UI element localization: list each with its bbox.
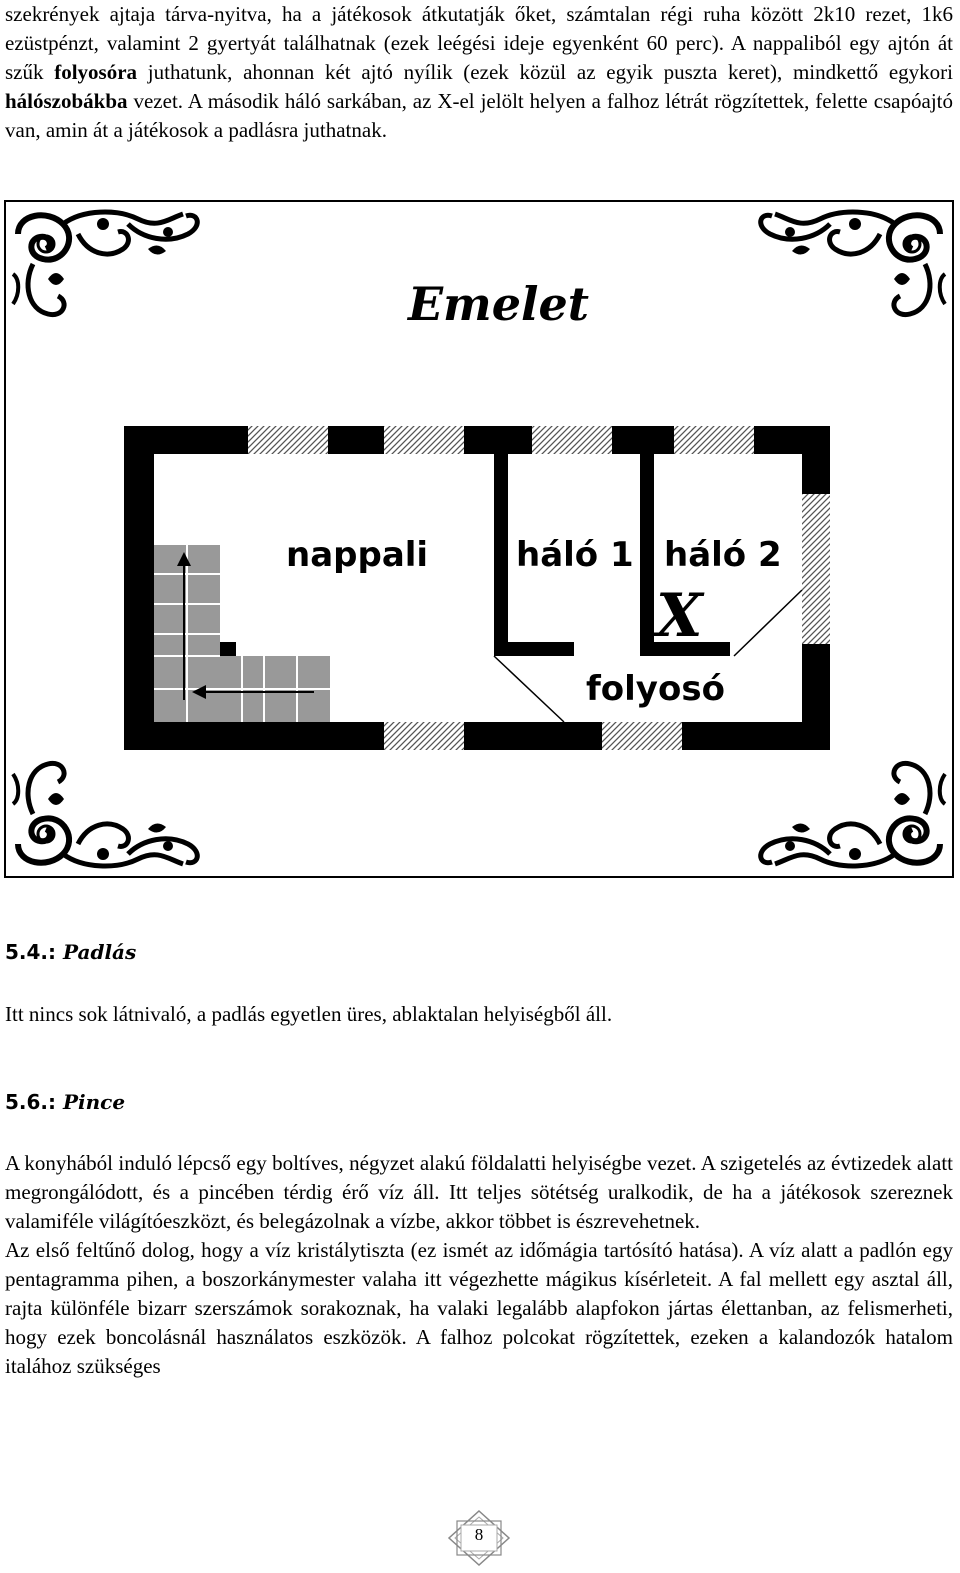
ladder-marker: X <box>656 581 703 651</box>
section-number: 5.4.: <box>5 940 57 964</box>
wall-left <box>124 426 154 750</box>
intro-paragraph <box>5 0 953 145</box>
intro-text-1: szekrények ajtaja tárva-nyitva, ha a játékosok átkutatják őket, számtalan régi ruha között 2k10 rezet, 1k6 ezüstpénzt, valamint 2 gyertyát találhatnak (ezek leégési ideje egyenként 60 perc). A nappaliból egy ajtón át szűk <box>5 2 953 84</box>
intro-text-2: juthatunk, ahonnan két ajtó nyílik (ezek közül az egyik puszta keret), mindkettő egykori <box>137 60 953 84</box>
window <box>802 494 830 644</box>
wall-halo1-bottom <box>494 642 574 656</box>
window <box>248 426 328 454</box>
section-5-4-heading <box>5 940 136 964</box>
window <box>384 722 464 750</box>
window <box>602 722 682 750</box>
section-5-6-paragraph-1: A konyhából induló lépcső egy boltíves, négyzet alakú földalatti helyiségbe vezet. A szigetelés az évtizedek alatt megrongálódott, és a pincében térdig érő víz áll. Itt teljes sötétség uralkodik, de ha a játékosok szereznek valamiféle világítóeszközt, és belegázolnak a vízbe, akkor többet is észrevehetnek. <box>5 1151 953 1233</box>
section-5-4-text: Itt nincs sok látnivaló, a padlás egyetlen üres, ablaktalan helyiségből áll. <box>5 1002 613 1026</box>
wall-halo1-left <box>494 454 508 642</box>
wall-bottom <box>124 722 830 750</box>
section-title: Padlás <box>63 940 137 964</box>
floor-plan-map <box>4 200 954 878</box>
intro-text-3: vezet. A második háló sarkában, az X-el jelölt helyen a falhoz létrát rögzítettek, felette csapóajtó van, amin át a játékosok a padlásra juthatnak. <box>5 89 953 142</box>
section-5-6-heading <box>5 1090 125 1114</box>
map-title: Emelet <box>408 277 589 331</box>
room-label-halo2: háló 2 <box>664 535 782 575</box>
section-5-6-paragraph-2: Az első feltűnő dolog, hogy a víz kristálytiszta (ez ismét az időmágia tartósító hatása). A víz alatt a padlón egy pentagramma pihen, a boszorkánymester valaha itt végezhette mágikus kísérleteit. A fal mellett egy asztal áll, rajta különféle bizarr szerszámok sorakoznak, ha valaki legalább alapfokon jártas élettanban, az felismerheti, hogy ezek boncolásnál használatos eszközök. A falhoz polcokat rögzítettek, ezeken a kalandozók hatalom italához szükséges <box>5 1238 953 1378</box>
intro-bold-folyoso: folyosóra <box>54 60 138 84</box>
intro-bold-haloszobak: hálószobákba <box>5 89 128 113</box>
section-5-6-text <box>5 1149 953 1381</box>
section-title: Pince <box>63 1090 126 1114</box>
window <box>384 426 464 454</box>
page-number: 8 <box>474 1525 484 1544</box>
section-number: 5.6.: <box>5 1090 57 1114</box>
room-label-nappali: nappali <box>286 535 429 575</box>
window <box>674 426 754 454</box>
room-label-folyoso: folyosó <box>586 669 725 709</box>
window <box>532 426 612 454</box>
room-label-halo1: háló 1 <box>516 535 634 575</box>
wall-halo2-left <box>640 454 654 642</box>
